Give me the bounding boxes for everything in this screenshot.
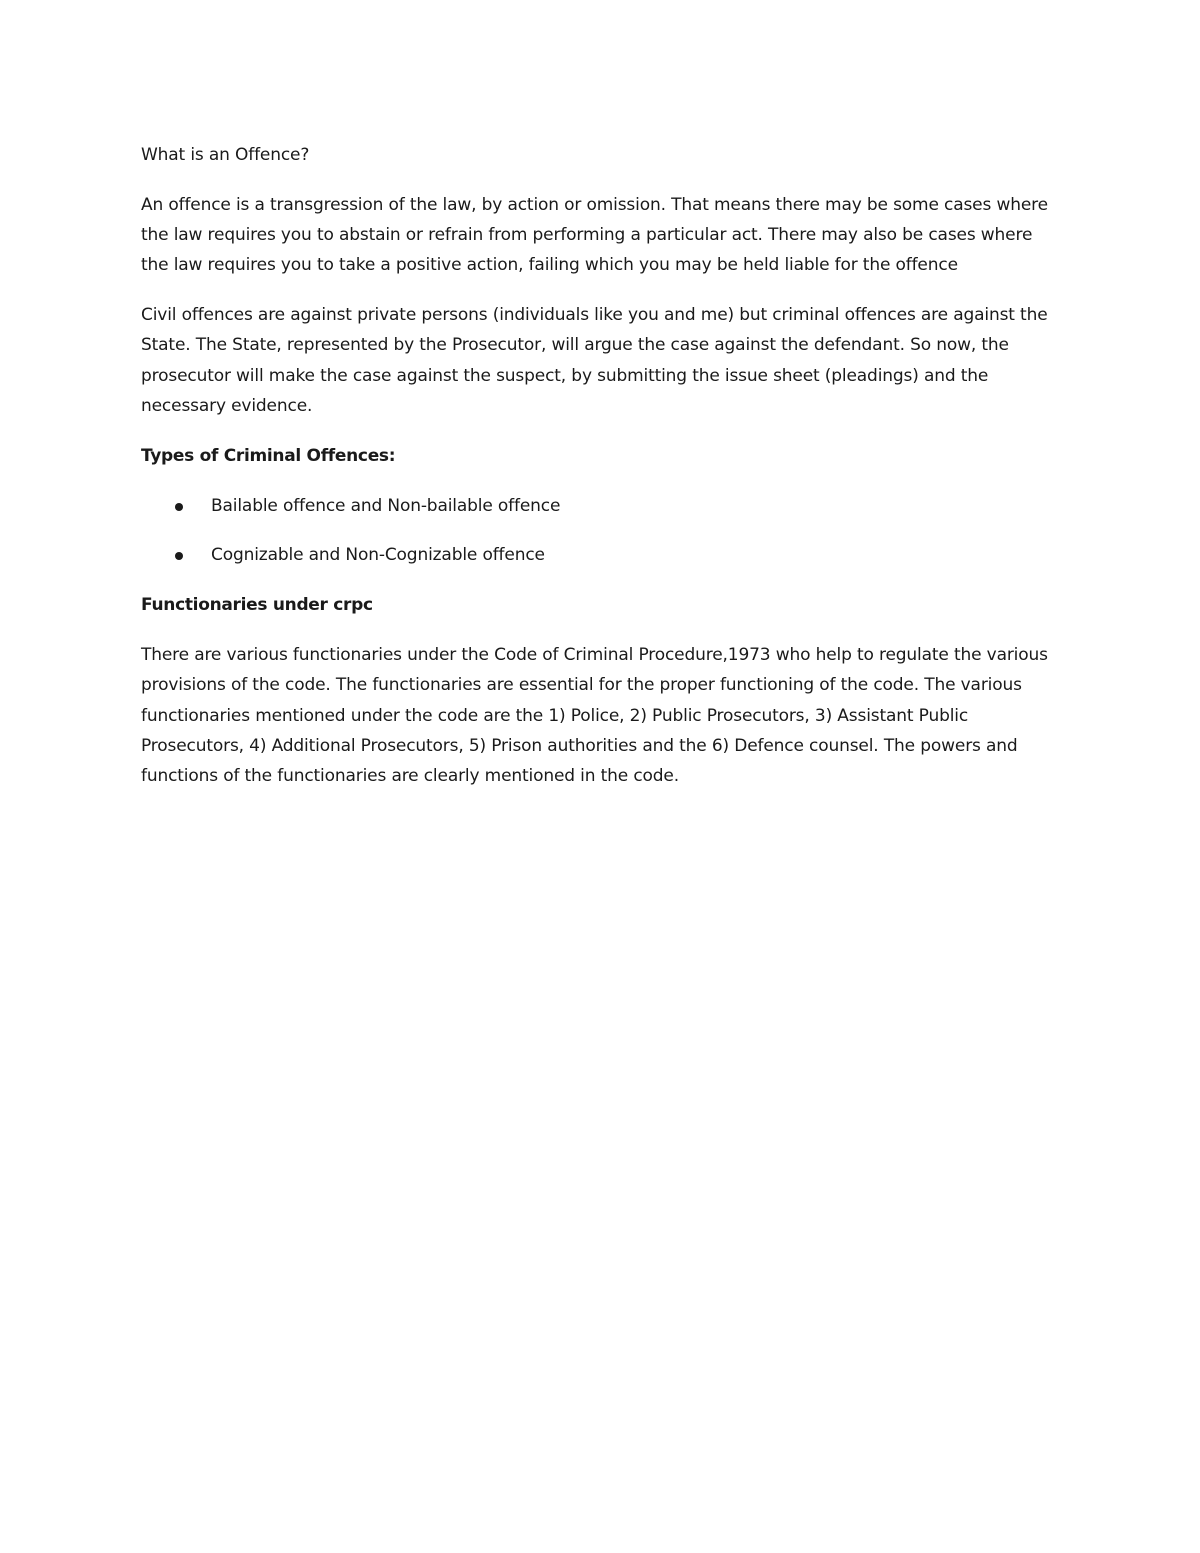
list-item: [141, 540, 1050, 570]
list-item-text: Cognizable and Non-Cognizable offence: [211, 545, 545, 566]
heading-functionaries-under-crpc: Functionaries under crpc: [141, 595, 373, 616]
paragraph-civil-vs-criminal: Civil offences are against private persons (individuals like you and me) but criminal offences are against the State. The State, represented by the Prosecutor, will argue the case against the defendant. So now, the prosecutor will make the case against the suspect, by submitting the issue sheet (pleadings) and the necessary evidence.: [141, 305, 1048, 417]
bullet-icon: [175, 503, 183, 511]
list-item: [141, 491, 1050, 521]
list-item-text: Bailable offence and Non-bailable offence: [211, 495, 561, 516]
list-types-of-offences: [141, 491, 1050, 571]
document-title: What is an Offence?: [141, 145, 310, 165]
paragraph-functionaries: There are various functionaries under the Code of Criminal Procedure,1973 who help to regulate the various provisions of the code. The functionaries are essential for the proper functioning of the code. The various functionaries mentioned under the code are the 1) Police, 2) Public Prosecutors, 3) Assistant Public Prosecutors, 4) Additional Prosecutors, 5) Prison authorities and the 6) Defence counsel. The powers and functions of the functionaries are clearly mentioned in the code.: [141, 645, 1048, 787]
bullet-icon: [175, 552, 183, 560]
heading-types-of-criminal-offences: Types of Criminal Offences:: [141, 445, 396, 466]
paragraph-offence-definition: An offence is a transgression of the law, by action or omission. That means there may be some cases where the law requires you to abstain or refrain from performing a particular act. There may also be cases where the law requires you to take a positive action, failing which you may be held liable for the offence: [141, 194, 1048, 276]
